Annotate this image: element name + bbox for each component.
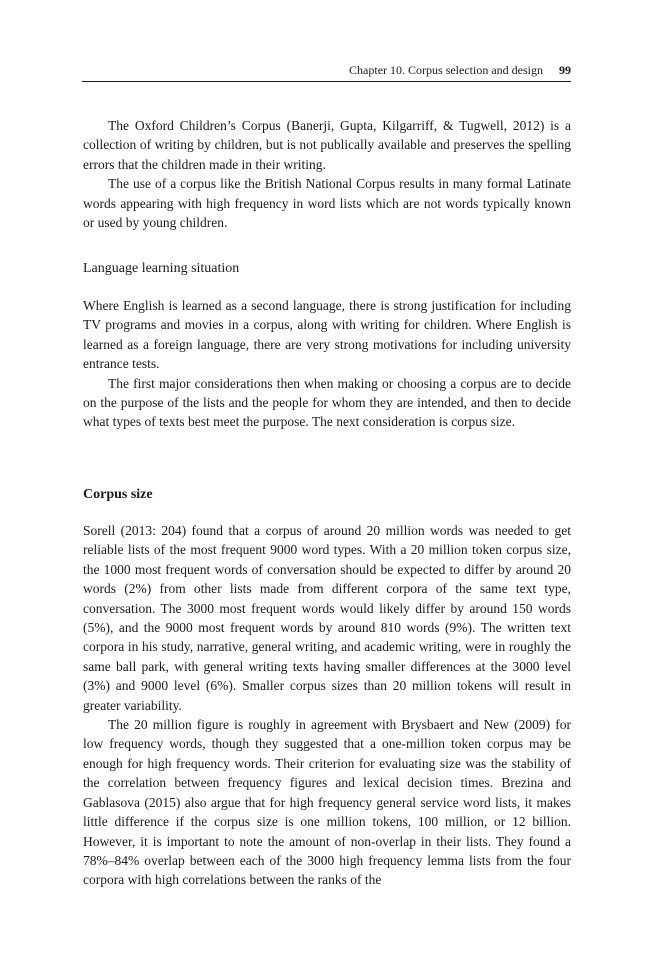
paragraph: Where English is learned as a second language, there is strong justification for including TV programs and movies in a corpus, along with writing for children. Where English is learned as a foreign language, there are very strong motivations for including university entrance tests. (83, 298, 571, 372)
paragraph: The 20 million figure is roughly in agreement with Brysbaert and New (2009) for low frequency words, though they suggested that a one-million token corpus may be enough for high frequency words. Their criterion for evaluating size was the stability of the correlation between frequency figures and lexical decision times. Brezina and Gablasova (2015) also argue that for high frequency general service word lists, it makes little difference if the corpus size is one million tokens, 100 million, or 12 billion. However, it is important to note the amount of non-overlap in their lists. They found a 78%–84% overlap between each of the 3000 high frequency lemma lists from the four corpora with high correlations between the ranks of the (83, 717, 571, 888)
section-heading-corpus-size: Corpus size (83, 487, 153, 502)
section-heading-language-learning: Language learning situation (83, 261, 240, 276)
running-head-title: Chapter 10. Corpus selection and design (349, 63, 543, 77)
running-head (82, 63, 571, 82)
intro-section (83, 116, 571, 232)
paragraph: The first major considerations then when making or choosing a corpus are to decide on the purpose of the lists and the people for whom they are intended, and then to decide what types of texts best meet the purpose. The next consideration is corpus size. (83, 375, 571, 430)
language-learning-section (83, 296, 571, 432)
paragraph: Sorell (2013: 204) found that a corpus of around 20 million words was needed to get reliable lists of the most frequent 9000 word types. With a 20 million token corpus size, the 1000 most frequent words of conversation should be expected to differ by around 20 words (2%) from other lists made from different corpora of the same text type, conversation. The 3000 most frequent words would likely differ by around 150 words (5%), and the 9000 most frequent words by around 810 words (9%). The written text corpora in his study, narrative, general writing, and academic writing, were in roughly the same ball park, with general writing texts having smaller differences at the 3000 level (3%) and 9000 level (6%). Smaller corpus sizes than 20 million tokens will result in greater variability. (83, 523, 571, 713)
paragraph: The Oxford Children’s Corpus (Banerji, Gupta, Kilgarriff, & Tugwell, 2012) is a collection of writing by children, but is not publically available and preserves the spelling errors that the children made in their writing. (83, 118, 571, 172)
page-number: 99 (559, 63, 571, 77)
corpus-size-section (83, 521, 571, 890)
paragraph: The use of a corpus like the British National Corpus results in many formal Latinate words appearing with high frequency in word lists which are not words typically known or used by young children. (83, 176, 571, 231)
